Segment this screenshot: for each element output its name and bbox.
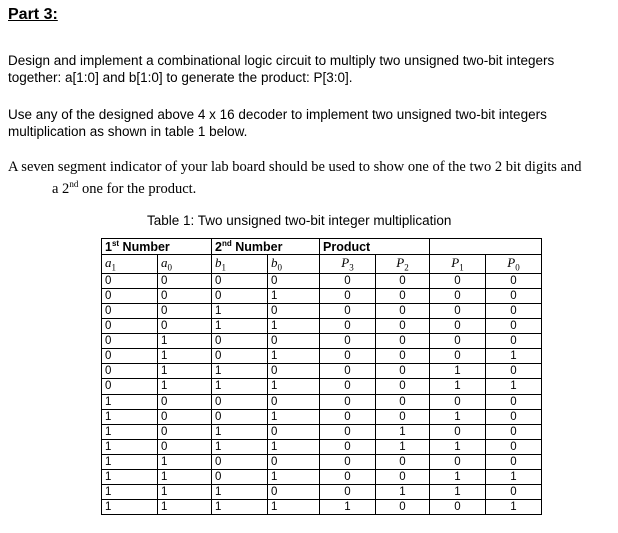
line2-start: a 2 (52, 180, 70, 197)
table-cell: 1 (212, 439, 268, 454)
part-heading: Part 3: (8, 6, 58, 23)
table-cell: 0 (430, 424, 486, 439)
table-cell: 0 (158, 303, 212, 318)
table-cell: 0 (212, 469, 268, 484)
table-cell: 0 (158, 409, 212, 424)
column-header-p2 (376, 255, 430, 274)
table-cell: 0 (102, 303, 158, 318)
table-cell: 0 (102, 334, 158, 349)
table-cell: 0 (268, 454, 320, 469)
table-cell: 0 (320, 469, 376, 484)
table-cell: 1 (268, 469, 320, 484)
table-cell: 0 (158, 439, 212, 454)
table-cell: 0 (376, 469, 430, 484)
paragraph-seven-segment-line1: A seven segment indicator of your lab board should be used to show one of the two 2 bit digits and (8, 159, 582, 175)
table-cell: 0 (212, 454, 268, 469)
table-cell: 0 (212, 409, 268, 424)
table-cell: 0 (486, 439, 542, 454)
header-first-number-label: 1st Number (105, 239, 170, 255)
table-body (102, 273, 542, 515)
table-cell: 0 (376, 319, 430, 334)
table-cell: 0 (486, 288, 542, 303)
table-cell: 1 (268, 439, 320, 454)
table-cell: 0 (486, 364, 542, 379)
table-cell: 0 (212, 349, 268, 364)
line2-end: one for the product. (78, 180, 197, 197)
table-cell: 1 (486, 500, 542, 515)
table-cell: 0 (376, 288, 430, 303)
table-cell: 0 (486, 424, 542, 439)
table-cell: 1 (158, 469, 212, 484)
table-cell: 0 (486, 319, 542, 334)
table-cell: 0 (158, 394, 212, 409)
table-cell: 0 (102, 288, 158, 303)
table-cell: 0 (376, 454, 430, 469)
table-cell: 1 (486, 379, 542, 394)
table-cell: 0 (430, 500, 486, 515)
table-cell: 1 (486, 349, 542, 364)
table-cell: 1 (376, 485, 430, 500)
table-cell: 1 (102, 439, 158, 454)
table-row (102, 334, 542, 349)
table-cell: 0 (268, 364, 320, 379)
table-cell: 0 (486, 454, 542, 469)
table-cell: 0 (376, 409, 430, 424)
table-row (102, 349, 542, 364)
column-header-label: $a_0$ (161, 255, 172, 273)
table-cell: 0 (486, 409, 542, 424)
table-cell: 0 (320, 319, 376, 334)
table-cell: 0 (212, 273, 268, 288)
table-row (102, 364, 542, 379)
table-cell: 0 (158, 273, 212, 288)
table-cell: 0 (376, 364, 430, 379)
table-cell: 1 (158, 454, 212, 469)
header-first-number (102, 239, 212, 255)
paragraph-design-line1: Design and implement a combinational logic circuit to multiply two unsigned two-bit integers (8, 53, 555, 68)
table-cell: 1 (430, 379, 486, 394)
paragraph-decoder-line2: multiplication as shown in table 1 below. (8, 124, 248, 139)
table-cell: 0 (268, 485, 320, 500)
table-cell: 0 (320, 364, 376, 379)
table-cell: 0 (376, 334, 430, 349)
paragraph-decoder (8, 106, 608, 140)
table-cell: 0 (376, 303, 430, 318)
table-cell: 1 (102, 469, 158, 484)
column-header-b1 (212, 255, 268, 274)
table-cell: 1 (102, 454, 158, 469)
table-row (102, 424, 542, 439)
table-cell: 0 (320, 273, 376, 288)
header-blank (430, 239, 542, 255)
table-cell: 1 (212, 303, 268, 318)
table-cell: 0 (320, 485, 376, 500)
table-cell: 1 (102, 424, 158, 439)
table-cell: 0 (376, 349, 430, 364)
table-cell: 1 (376, 424, 430, 439)
table-cell: 0 (212, 334, 268, 349)
table-cell: 0 (430, 288, 486, 303)
column-header-row (102, 255, 542, 274)
paragraph-design (8, 52, 608, 86)
paragraph-seven-segment (8, 159, 608, 198)
table-row (102, 469, 542, 484)
table-cell: 0 (268, 303, 320, 318)
table-cell: 1 (158, 379, 212, 394)
table-cell: 1 (212, 379, 268, 394)
table-cell: 0 (320, 288, 376, 303)
table-cell: 0 (376, 379, 430, 394)
table-cell: 1 (268, 319, 320, 334)
table-cell: 1 (158, 485, 212, 500)
table-cell: 0 (320, 424, 376, 439)
table-cell: 0 (320, 454, 376, 469)
header-second-number-label: 2nd Number (215, 239, 283, 255)
table-cell: 0 (430, 394, 486, 409)
table-cell: 0 (430, 273, 486, 288)
table-cell: 0 (102, 349, 158, 364)
table-cell: 0 (320, 439, 376, 454)
table-cell: 1 (268, 500, 320, 515)
column-header-label: $P_1$ (451, 255, 464, 273)
table-cell: 0 (102, 364, 158, 379)
table-cell: 0 (268, 273, 320, 288)
table-cell: 0 (268, 394, 320, 409)
column-header-label: $P_2$ (396, 255, 409, 273)
table-cell: 0 (486, 273, 542, 288)
line2-superscript: nd (69, 179, 79, 189)
table-cell: 1 (102, 409, 158, 424)
table-cell: 0 (486, 334, 542, 349)
table-cell: 0 (486, 394, 542, 409)
table-cell: 1 (102, 394, 158, 409)
table-cell: 0 (320, 334, 376, 349)
column-header-a1 (102, 255, 158, 274)
column-header-a0 (158, 255, 212, 274)
table-cell: 0 (430, 319, 486, 334)
table-caption: Table 1: Two unsigned two-bit integer multiplication (147, 213, 452, 228)
table-cell: 1 (158, 500, 212, 515)
column-header-p0 (486, 255, 542, 274)
table-cell: 0 (430, 349, 486, 364)
table-cell: 1 (430, 409, 486, 424)
table-cell: 0 (320, 349, 376, 364)
table-cell: 1 (430, 364, 486, 379)
table-cell: 1 (212, 364, 268, 379)
table-cell: 1 (430, 439, 486, 454)
table-cell: 0 (486, 485, 542, 500)
table-row (102, 439, 542, 454)
table-cell: 0 (102, 319, 158, 334)
table-cell: 0 (158, 424, 212, 439)
table-row (102, 409, 542, 424)
table-row (102, 394, 542, 409)
table-row (102, 454, 542, 469)
table-cell: 1 (376, 439, 430, 454)
table-cell: 0 (158, 319, 212, 334)
table-row (102, 500, 542, 515)
column-header-p3 (320, 255, 376, 274)
table-cell: 0 (320, 394, 376, 409)
table-cell: 0 (320, 379, 376, 394)
table-cell: 1 (268, 379, 320, 394)
table-cell: 1 (212, 424, 268, 439)
table-cell: 0 (212, 288, 268, 303)
paragraph-design-line2: together: a[1:0] and b[1:0] to generate the product: P[3:0]. (8, 70, 353, 85)
table-cell: 0 (158, 288, 212, 303)
multiplication-table (101, 238, 542, 515)
table-cell: 0 (320, 409, 376, 424)
table-cell: 1 (102, 500, 158, 515)
column-header-label: $P_3$ (341, 255, 354, 273)
table-row (102, 379, 542, 394)
table-cell: 0 (268, 334, 320, 349)
table-cell: 0 (102, 379, 158, 394)
group-header-row (102, 239, 542, 255)
column-header-b0 (268, 255, 320, 274)
table-cell: 0 (430, 303, 486, 318)
table-row (102, 303, 542, 318)
table-cell: 0 (430, 334, 486, 349)
table-cell: 1 (268, 409, 320, 424)
table-cell: 1 (158, 364, 212, 379)
table-cell: 0 (212, 394, 268, 409)
table-cell: 0 (376, 500, 430, 515)
paragraph-seven-segment-line2 (8, 176, 608, 198)
header-second-number (212, 239, 320, 255)
table-row (102, 319, 542, 334)
table-cell: 1 (430, 485, 486, 500)
table-row (102, 485, 542, 500)
table-cell: 1 (212, 319, 268, 334)
column-header-p1 (430, 255, 486, 274)
table-row (102, 273, 542, 288)
column-header-label: $b_1$ (215, 255, 226, 273)
table-row (102, 288, 542, 303)
table-cell: 0 (376, 394, 430, 409)
table-cell: 0 (320, 303, 376, 318)
column-header-label: $b_0$ (271, 255, 282, 273)
table-cell: 1 (486, 469, 542, 484)
table-cell: 1 (430, 469, 486, 484)
table-cell: 0 (102, 273, 158, 288)
table-cell: 1 (268, 288, 320, 303)
table-cell: 1 (212, 485, 268, 500)
table-cell: 1 (158, 349, 212, 364)
column-header-label: $a_1$ (105, 255, 116, 273)
table-cell: 1 (102, 485, 158, 500)
table-cell: 0 (268, 424, 320, 439)
table-cell: 0 (486, 303, 542, 318)
paragraph-decoder-line1: Use any of the designed above 4 x 16 decoder to implement two unsigned two-bit integers (8, 107, 547, 122)
table-cell: 1 (268, 349, 320, 364)
table-cell: 1 (320, 500, 376, 515)
table-cell: 0 (376, 273, 430, 288)
table-cell: 1 (212, 500, 268, 515)
table-cell: 1 (158, 334, 212, 349)
table-cell: 0 (430, 454, 486, 469)
header-product: Product (320, 239, 430, 255)
column-header-label: $P_0$ (507, 255, 520, 273)
